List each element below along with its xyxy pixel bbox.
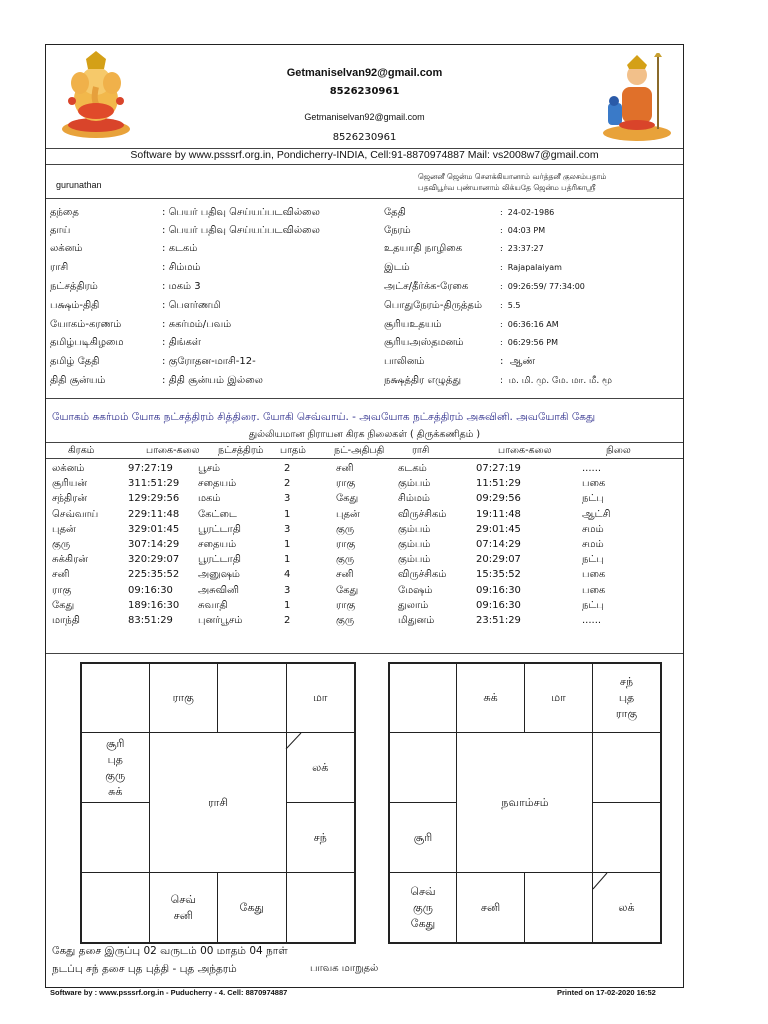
divider: [46, 442, 683, 443]
chart-planet: செவ்: [170, 892, 196, 906]
table-header: நிலை: [606, 445, 631, 456]
detail-label: தேதி: [384, 207, 406, 218]
table-cell: 311:51:29: [128, 478, 180, 490]
table-cell: ராகு: [336, 539, 356, 550]
chart-planet: ராகு: [615, 707, 638, 720]
detail-label: உதயாதி நாழிகை: [384, 243, 463, 254]
table-cell: 07:27:19: [476, 463, 521, 474]
table-cell: சுவாதி: [198, 599, 228, 611]
chart-planet: புத: [107, 752, 123, 766]
table-header: நட்சத்திரம்: [218, 445, 264, 456]
chart-planet: குரு: [105, 768, 126, 782]
detail-label: நேரம்: [384, 225, 411, 236]
table-cell: கடகம்: [398, 463, 427, 474]
chart-planet: சனி: [480, 900, 501, 914]
table-cell: பகை: [582, 584, 606, 596]
table-cell: 189:16:30: [128, 599, 180, 611]
table-cell: பகை: [582, 478, 606, 490]
chart-planet: சந்: [313, 830, 327, 844]
table-cell: பூரட்டாதி: [198, 554, 241, 566]
table-header: பாகை-கலை: [146, 445, 200, 456]
detail-label: பக்ஷம்-திதி: [50, 300, 100, 311]
detail-value: : திங்கள்: [162, 337, 201, 348]
native-name: gurunathan: [56, 180, 102, 190]
detail-label: தாய்: [50, 225, 71, 236]
table-header: பாகை-கலை: [498, 445, 552, 456]
table-cell: கேது: [52, 599, 75, 611]
table-cell: பூசம்: [198, 463, 221, 474]
table-cell: புதன்: [336, 508, 360, 520]
table-cell: ஆட்சி: [582, 508, 611, 520]
table-header: ராசி: [412, 445, 430, 456]
chart-center-label: நவாம்சம்: [501, 795, 549, 809]
table-cell: அசுவினி: [198, 584, 239, 596]
table-cell: கேட்டை: [198, 508, 237, 520]
detail-value: : 09:26:59/ 77:34:00: [500, 282, 585, 291]
chart-planet: லக்: [618, 900, 635, 914]
table-cell: கும்பம்: [398, 554, 431, 566]
table-cell: குரு: [336, 615, 355, 626]
table-cell: அனுஷம்: [198, 569, 240, 581]
table-cell: கேது: [336, 493, 359, 505]
detail-value: : சுகர்மம்/பவம்: [162, 319, 232, 330]
table-cell: 1: [284, 554, 291, 566]
chart-planet: கேது: [239, 900, 264, 914]
table-cell: 3: [284, 584, 291, 596]
table-cell: மாந்தி: [52, 615, 80, 626]
detail-label: தந்தை: [50, 207, 79, 218]
table-cell: ......: [582, 463, 602, 474]
table-header: நட்-அதிபதி: [334, 445, 385, 456]
detail-value: : 06:36:16 AM: [500, 320, 559, 329]
table-cell: செவ்வாய்: [52, 508, 99, 520]
table-title: துல்லியமான நிராயன கிரக நிலைகள் ( திருக்கணிதம் ): [248, 429, 481, 440]
table-cell: 3: [284, 493, 291, 505]
detail-label: ராசி: [50, 262, 69, 273]
detail-label: லக்னம்: [50, 243, 83, 254]
table-cell: 29:01:45: [476, 523, 521, 535]
table-cell: சதையம்: [198, 478, 237, 490]
chart-planet: ராகு: [172, 691, 194, 704]
detail-label: சூரியஉதயம்: [384, 319, 442, 330]
table-cell: ராகு: [336, 478, 356, 490]
chart-planet: மா: [551, 691, 566, 704]
chart-planet: செவ்: [410, 884, 436, 898]
yoga-line: யோகம் சுகர்மம் யோக நட்சத்திரம் சித்திரை. யோகி செவ்வாய். - அவயோக நட்சத்திரம் அசுவினி. அவயோகி கேது: [52, 411, 596, 423]
chart-planet: சூரி: [106, 736, 125, 750]
detail-value: : ஆண்: [500, 356, 536, 367]
table-cell: 1: [284, 539, 291, 550]
table-cell: 4: [284, 569, 291, 581]
chart-planet: குரு: [413, 900, 433, 914]
chart-planet: மா: [312, 691, 328, 704]
chart-planet: சந்: [619, 675, 634, 688]
table-cell: சமம்: [582, 523, 604, 535]
chart-planet: கேது: [410, 916, 436, 930]
chart-center-label: ராசி: [207, 795, 229, 809]
table-cell: விருச்சிகம்: [398, 569, 447, 581]
table-cell: சுக்கிரன்: [52, 554, 88, 566]
table-cell: துலாம்: [398, 599, 429, 611]
table-cell: நட்பு: [582, 554, 604, 566]
table-cell: கும்பம்: [398, 523, 431, 535]
navamsa-chart: [388, 662, 662, 944]
table-cell: புனர்பூசம்: [198, 615, 243, 626]
table-cell: 1: [284, 599, 291, 611]
table-cell: மிதுனம்: [398, 615, 435, 626]
detail-value: : கடகம்: [162, 243, 198, 254]
table-cell: 129:29:56: [128, 493, 180, 505]
lagna-marker: [389, 663, 661, 943]
table-cell: குரு: [336, 523, 355, 535]
detail-value: : Rajapalaiyam: [500, 263, 562, 272]
planet-table: [46, 445, 685, 655]
table-cell: ராகு: [52, 584, 72, 596]
detail-label: தமிழ் தேதி: [50, 356, 100, 367]
table-cell: சனி: [336, 463, 354, 474]
table-cell: சிம்மம்: [398, 493, 430, 505]
horoscope-page: [45, 44, 684, 988]
table-cell: நட்பு: [582, 493, 604, 505]
detail-label: பாலினம்: [384, 356, 425, 367]
table-cell: ராகு: [336, 599, 356, 611]
table-cell: குரு: [52, 539, 71, 550]
footer-right: Printed on 17-02-2020 16:52: [557, 988, 656, 997]
table-cell: கும்பம்: [398, 478, 431, 490]
chart-planet: சுக்: [108, 784, 123, 798]
table-cell: சந்திரன்: [52, 493, 88, 505]
table-cell: கேது: [336, 584, 359, 596]
detail-label: திதி சூன்யம்: [50, 375, 106, 386]
table-cell: சனி: [336, 569, 354, 581]
divider: [46, 198, 683, 199]
detail-value: : 24-02-1986: [500, 208, 555, 217]
table-cell: 23:51:29: [476, 615, 521, 626]
table-cell: 229:11:48: [128, 508, 180, 520]
chart-planet: சுக்: [483, 691, 498, 704]
divider: [46, 458, 683, 459]
table-cell: புதன்: [52, 523, 76, 535]
lagna-marker: [81, 663, 353, 943]
detail-label: அட்ச/தீர்க்க-ரேகை: [384, 281, 469, 292]
header-email-2: Getmaniselvan92@gmail.com: [304, 112, 425, 122]
chart-planet: சனி: [173, 908, 193, 922]
table-cell: 2: [284, 615, 291, 626]
detail-value: : சிம்மம்: [162, 262, 201, 273]
table-cell: 307:14:29: [128, 539, 180, 550]
table-cell: மேஷம்: [398, 584, 433, 596]
table-cell: 83:51:29: [128, 615, 173, 626]
detail-value: : 04:03 PM: [500, 226, 546, 235]
detail-value: : திதி சூன்யம் இல்லை: [162, 375, 263, 386]
detail-label: யோகம்-கரணம்: [50, 319, 122, 330]
chart-planet: சூரி: [413, 830, 433, 844]
dasa-line-1: கேது தசை இருப்பு 02 வருடம் 00 மாதம் 04 நாள்: [52, 945, 288, 957]
divider: [46, 398, 683, 399]
detail-value: : பெயர் பதிவு செய்யப்படவில்லை: [162, 225, 320, 236]
table-cell: மகம்: [198, 493, 221, 505]
table-cell: சூரியன்: [52, 478, 88, 490]
table-cell: குரு: [336, 554, 355, 566]
table-cell: ......: [582, 615, 602, 626]
table-cell: 3: [284, 523, 291, 535]
dasa-line-2b: பாவக மாறுதல்: [310, 963, 379, 974]
table-cell: 15:35:52: [476, 569, 521, 581]
detail-value: : 06:29:56 PM: [500, 338, 558, 347]
table-cell: 225:35:52: [128, 569, 180, 581]
table-cell: 09:29:56: [476, 493, 521, 505]
table-cell: 1: [284, 508, 291, 520]
table-cell: நட்பு: [582, 599, 604, 611]
table-cell: 329:01:45: [128, 523, 180, 535]
table-cell: சதையம்: [198, 539, 237, 550]
header-phone-2: 8526230961: [332, 132, 397, 143]
table-cell: 2: [284, 463, 291, 474]
chart-planet: புத: [618, 691, 635, 704]
chart-planet: லக்: [312, 760, 329, 774]
table-cell: கும்பம்: [398, 539, 431, 550]
rasi-chart: [80, 662, 356, 944]
table-cell: 2: [284, 478, 291, 490]
table-cell: 11:51:29: [476, 478, 521, 490]
divider: [46, 653, 683, 654]
detail-value: : பௌர்ணமி: [162, 300, 221, 311]
footer-left: Software by : www.psssrf.org.in - Puducherry - 4. Cell: 8870974887: [50, 988, 288, 997]
detail-label: தமிழ்படிகிழமை: [50, 337, 124, 348]
blessing-line-2: பதவிபூர்வ புண்யானாம் லிக்யதே ஜென்ம பத்ரிகாஶ்ரீ: [418, 183, 596, 192]
detail-value: : ம. மி. மு. மே. மா. மீ. மூ: [500, 376, 613, 386]
table-cell: 19:11:48: [476, 508, 521, 520]
table-header: பாதம்: [280, 445, 306, 456]
table-cell: சனி: [52, 569, 70, 581]
table-cell: விருச்சிகம்: [398, 508, 447, 520]
detail-value: : 5.5: [500, 301, 521, 310]
table-cell: 97:27:19: [128, 463, 173, 474]
table-cell: 320:29:07: [128, 554, 180, 566]
dasa-line-2: நடப்பு சந் தசை புத புத்தி - புத அந்தரம்: [52, 963, 237, 975]
detail-value: : குரோதன-மாசி-12-: [162, 356, 256, 367]
header-phone-1: 8526230961: [329, 86, 400, 97]
detail-label: பொதுநேரம்-திருத்தம்: [384, 300, 482, 311]
table-cell: 09:16:30: [476, 599, 521, 611]
table-cell: பகை: [582, 569, 606, 581]
detail-label: இடம்: [384, 262, 410, 273]
table-cell: 07:14:29: [476, 539, 521, 550]
table-cell: 09:16:30: [476, 584, 521, 596]
table-header: கிரகம்: [68, 445, 95, 456]
header-email-1: Getmaniselvan92@gmail.com: [286, 67, 443, 79]
divider: [46, 164, 683, 165]
detail-label: சூரியஅஸ்தமனம்: [384, 337, 464, 348]
detail-label: நட்சத்திரம்: [50, 281, 98, 292]
table-cell: பூரட்டாதி: [198, 523, 241, 535]
table-cell: லக்னம்: [52, 463, 85, 474]
detail-value: : பெயர் பதிவு செய்யப்படவில்லை: [162, 207, 320, 218]
table-cell: 20:29:07: [476, 554, 521, 566]
software-line: Software by www.psssrf.org.in, Pondicherry-INDIA, Cell:91-8870974887 Mail: vs2008w7@gmail.com: [130, 149, 599, 161]
detail-value: : 23:37:27: [500, 244, 544, 253]
detail-value: : மகம் 3: [162, 281, 201, 292]
blessing-line-1: ஜெனனீ ஜென்ம சௌக்கியானாம் வர்த்தனீ குலசம்பதாம்: [418, 172, 607, 181]
table-cell: 09:16:30: [128, 584, 173, 596]
table-cell: சமம்: [582, 539, 604, 550]
detail-label: நக்ஷத்திர எழுத்து: [384, 375, 462, 386]
